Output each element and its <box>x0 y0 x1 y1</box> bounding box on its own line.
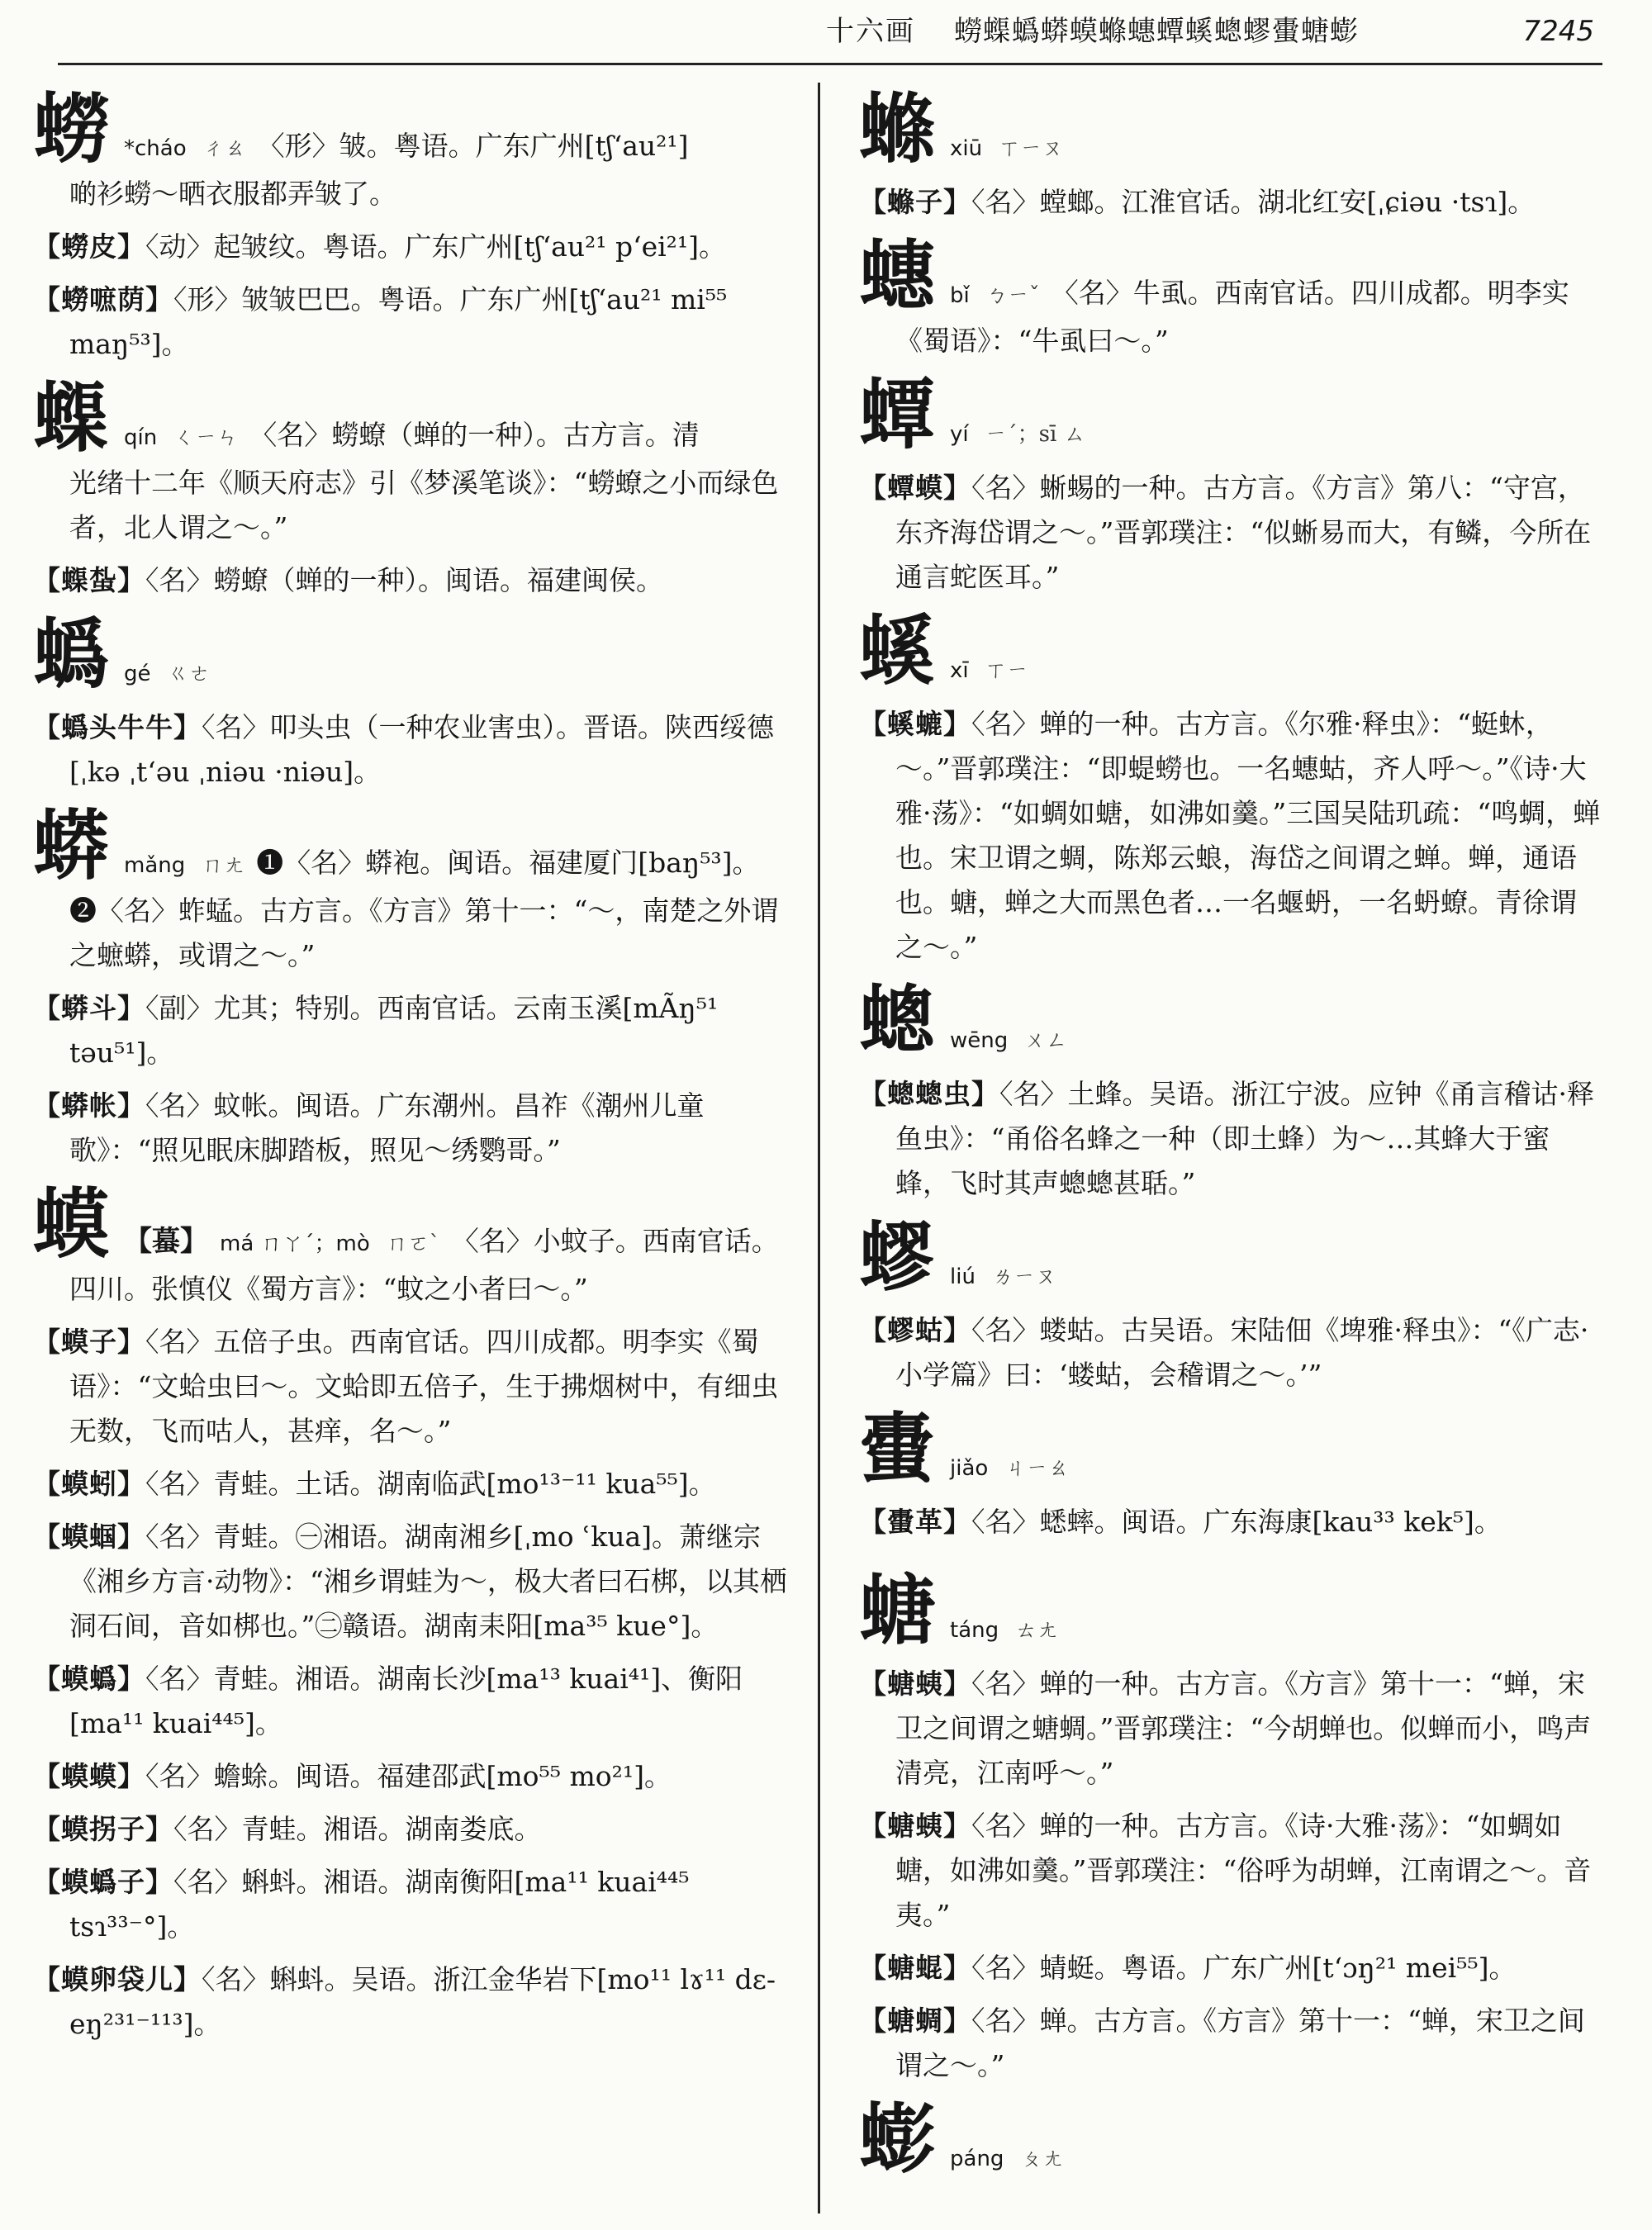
entry-definition: 〈名〉蝌蚪。湘语。湖南衡阳[ma¹¹ kuai⁴⁴⁵ tsɿ³³⁻°]。 <box>69 1866 690 1943</box>
headword-variant: 【蟇】 <box>124 1225 209 1258</box>
headword-char: 螇 <box>859 606 936 695</box>
entry-term: 【蟉蛄】 <box>859 1314 971 1346</box>
entry-definition: 〈名〉蟋蟀。闽语。广东海康[kau³³ kek⁵]。 <box>971 1506 1502 1538</box>
entry-term: 【蟆拐子】 <box>33 1813 173 1845</box>
entry-term: 【蟗革】 <box>859 1506 971 1538</box>
headword-definition-cont: ❷〈名〉蚱蜢。古方言。《方言》第十一：“～，南楚之外谓之蟅蟒，或谓之～。” <box>69 894 779 971</box>
entry-definition: 〈名〉蜻蜓。粤语。广东广州[tʻɔŋ²¹ mei⁵⁵]。 <box>971 1952 1517 1984</box>
headword-pinyin: jiǎo <box>950 1456 989 1481</box>
dict-entry <box>859 1072 1602 1206</box>
headword-definition: 〈名〉蟧蟟（蝉的一种）。古方言。清 <box>249 419 700 451</box>
dict-entry <box>859 180 1602 225</box>
entry-definition: 〈名〉蝼蛄。古吴语。宋陆佃《埤雅·释虫》：“《广志·小学篇》曰：‘蝼蛄，会稽谓之～。’” <box>895 1314 1589 1391</box>
dict-entry <box>859 1804 1602 1938</box>
dict-entry <box>33 1657 793 1746</box>
dict-entry <box>33 225 793 269</box>
headword-bopomofo: ㄇㄤ <box>202 853 245 878</box>
entry-term: 【蟆蚓】 <box>33 1468 145 1500</box>
headword-pinyin: bǐ <box>950 283 970 308</box>
dict-entry <box>33 1807 793 1852</box>
entry-definition: 〈名〉青蛙。湘语。湖南娄底。 <box>173 1813 542 1845</box>
headword-char: 螩 <box>859 84 936 173</box>
headword-pinyin: páng <box>950 2147 1004 2171</box>
entry-definition: 〈名〉蚊帐。闽语。广东潮州。昌祚《潮州儿童歌》：“照见眠床脚踏板，照见～绣鹦哥。” <box>69 1089 705 1166</box>
entry-term: 【蟆卵袋儿】 <box>33 1963 202 1995</box>
headword-bopomofo: ㄒㄧㄡ <box>999 136 1064 161</box>
entry-definition: 〈名〉蟧蟟（蝉的一种）。闽语。福建闽侯。 <box>145 564 663 596</box>
headword-definition: 〈名〉牛虱。西南官话。四川成都。明李实 <box>1051 277 1569 309</box>
entry-term: 【蟫蟆】 <box>859 472 971 504</box>
headword-pinyin: qín <box>124 425 158 450</box>
headword-block <box>33 1181 793 1267</box>
entry-term: 【蟒帐】 <box>33 1089 145 1122</box>
headword-char: 蟒 <box>33 801 110 890</box>
headword-block <box>859 1214 1602 1300</box>
headword-pinyin: má ㄇㄚˊ；mò <box>220 1231 370 1256</box>
dict-entry <box>859 1500 1602 1544</box>
headword-definition-cont: 四川。张慎仪《蜀方言》：“蚊之小者曰～。” <box>69 1273 588 1305</box>
headword-bopomofo: ㄅㄧˇ <box>985 283 1040 308</box>
dict-entry <box>33 986 793 1075</box>
entry-term: 【螗蜩】 <box>859 2005 971 2037</box>
entry-term: 【螇螰】 <box>859 708 971 740</box>
headword-bopomofo: ㄨㄥ <box>1024 1028 1068 1053</box>
right-column <box>859 83 1602 2190</box>
dict-entry <box>33 705 793 795</box>
entry-definition: 〈名〉叩头虫（一种农业害虫）。晋语。陕西绥德[ˌkə ˌtʻəu ˌniəu ·niəu]。 <box>69 711 774 788</box>
page-number: 7245 <box>1522 15 1594 48</box>
headword-pinyin: *cháo <box>124 136 187 161</box>
entry-term: 【螗蜫】 <box>859 1952 971 1984</box>
entry-term: 【蟆蟡】 <box>33 1663 145 1695</box>
headword-block <box>33 803 793 889</box>
entry-term: 【螗蛦】 <box>859 1668 971 1700</box>
headword-definition: 〈形〉皱。粤语。广东广州[tʃʻau²¹] <box>257 130 689 162</box>
entry-definition: 〈副〉尤其；特别。西南官话。云南玉溪[mÃŋ⁵¹ təu⁵¹]。 <box>69 992 719 1069</box>
headword-bopomofo: ㄑㄧㄣ <box>173 425 239 450</box>
headword-block <box>859 86 1602 172</box>
headword-pinyin: gé <box>124 662 151 686</box>
headword-block <box>33 86 793 172</box>
headword-block <box>859 1568 1602 1654</box>
headword-block <box>33 611 793 697</box>
entry-definition: 〈名〉蝉的一种。古方言。《方言》第十一：“蝉，宋卫之间谓之螗蜩。”晋郭璞注：“今胡蝉也。似蝉而小，鸣声清亮，江南呼～。” <box>895 1668 1592 1789</box>
headword-block <box>859 1406 1602 1492</box>
dict-entry <box>859 466 1602 600</box>
headword-char: 蟆 <box>33 1179 110 1269</box>
headword-block <box>33 375 793 461</box>
headword-definition-cont: 啲衫蟧～晒衣服都弄皱了。 <box>69 178 396 210</box>
entry-definition: 〈名〉青蛙。㊀湘语。湖南湘乡[ˌmo ʿkua]。萧继宗《湘乡方言·动物》：“湘乡谓蛙为～，极大者曰石梆，以其栖洞石间，音如梆也。”㊁赣语。湖南耒阳[ma³⁵ kue°]。 <box>69 1521 787 1642</box>
entry-term: 【蟧嗻荫】 <box>33 283 173 316</box>
entry-term: 【蟆蝈】 <box>33 1521 145 1553</box>
column-divider <box>818 83 820 2213</box>
dict-entry <box>859 702 1602 970</box>
headword-char: 蟉 <box>859 1212 936 1302</box>
header-rule <box>58 63 1602 65</box>
headword-bopomofo: ㄊㄤ <box>1015 1618 1059 1643</box>
dict-entry <box>859 1308 1602 1397</box>
entry-definition: 〈名〉蝉的一种。古方言。《尔雅·释虫》：“蜓蚞，～。”晋郭璞注：“即蝭蟧也。一名蟪蛄，齐人呼～。”《诗·大雅·荡》：“如蜩如螗，如沸如羹。”三国吴陆玑疏：“鸣蜩，蝉也。宋卫谓之蜩，陈郑云蜋，海岱之间谓之蝉。蝉，通语也。螗，蝉之大而黑色者…一名蝘蚒，一名蚒蟟。青徐谓之～。” <box>895 708 1601 963</box>
headword-definition: ❶〈名〉蟒袍。闽语。福建厦门[baŋ⁵³]。 <box>256 847 760 879</box>
headword-char: 蟗 <box>859 1404 936 1493</box>
headword-char: 蟧 <box>33 84 110 173</box>
headword-pinyin: yí <box>950 422 969 447</box>
headword-block <box>859 978 1602 1064</box>
dict-entry <box>33 1754 793 1799</box>
entry-definition: 〈动〉起皱纹。粤语。广东广州[tʃʻau²¹ pʻei²¹]。 <box>145 230 726 263</box>
headword-definition: 〈名〉小蚊子。西南官话。 <box>451 1225 779 1257</box>
headword-char: 蟝 <box>33 373 110 463</box>
headword-pinyin: táng <box>950 1618 999 1643</box>
entry-definition: 〈名〉青蛙。土话。湖南临武[mo¹³⁻¹¹ kua⁵⁵]。 <box>145 1468 716 1500</box>
headword-block <box>859 2096 1602 2182</box>
entry-definition: 〈名〉蝉。古方言。《方言》第十一：“蝉，宋卫之间谓之～。” <box>895 2005 1585 2081</box>
headword-char: 蟪 <box>859 231 936 320</box>
entry-definition: 〈名〉青蛙。湘语。湖南长沙[ma¹³ kuai⁴¹]、衡阳[ma¹¹ kuai⁴⁴⁵]。 <box>69 1663 743 1739</box>
headword-bopomofo: ㄐㄧㄠ <box>1004 1456 1070 1481</box>
headword-char: 蟫 <box>859 370 936 459</box>
headword-block <box>859 233 1602 319</box>
dict-entry <box>33 1084 793 1173</box>
headword-bopomofo: ㄇㄛˋ <box>386 1231 440 1256</box>
entry-term: 【蟒斗】 <box>33 992 145 1024</box>
headword-pinyin: wēng <box>950 1028 1009 1053</box>
headword-pinyin: liú <box>950 1264 976 1289</box>
headword-bopomofo: ㄆㄤ <box>1020 2147 1064 2171</box>
headword-pinyin: xiū <box>950 136 983 161</box>
dict-entry <box>859 1662 1602 1796</box>
headword-definition-cont: 光绪十二年《顺天府志》引《梦溪笔谈》：“蟧蟟之小而绿色者，北人谓之～。” <box>69 467 779 543</box>
entry-term: 【螩子】 <box>859 186 971 218</box>
dict-entry <box>859 1946 1602 1990</box>
entry-definition: 〈名〉蟾蜍。闽语。福建邵武[mo⁵⁵ mo²¹]。 <box>145 1760 672 1792</box>
dict-entry <box>33 278 793 367</box>
headword-char: 蟡 <box>33 610 110 699</box>
left-column <box>33 83 793 2055</box>
headword-bopomofo: ㄧˊ；sī ㄙ <box>985 422 1085 447</box>
entry-term: 【蟆蟆】 <box>33 1760 145 1792</box>
page-headword-range: 蟧蟝蟡蟒蟆螩蟪蟫螇蟌蟉蟗螗蟛 <box>953 15 1359 48</box>
entry-term: 【螗蛦】 <box>859 1810 971 1842</box>
headword-char: 蟌 <box>859 976 936 1065</box>
headword-bopomofo: ㄍㄜ <box>167 662 211 686</box>
entry-definition: 〈名〉五倍子虫。西南官话。四川成都。明李实《蜀语》：“文蛤虫曰～。文蛤即五倍子，生于拂烟树中，有细虫无数，飞而咕人，甚痒，名～。” <box>69 1326 779 1447</box>
dict-entry <box>33 1515 793 1649</box>
headword-bopomofo: ㄔㄠ <box>202 136 246 161</box>
headword-char: 螗 <box>859 1566 936 1655</box>
dict-entry <box>33 1320 793 1454</box>
entry-definition: 〈名〉蜥蜴的一种。古方言。《方言》第八：“守宫，东齐海岱谓之～。”晋郭璞注：“似蜥易而大，有鳞，今所在通言蛇医耳。” <box>895 472 1592 593</box>
entry-definition: 〈名〉螳螂。江淮官话。湖北红安[ˌɕiəu ·tsɿ]。 <box>971 186 1536 218</box>
dict-entry <box>33 1957 793 2047</box>
entry-definition: 〈形〉皱皱巴巴。粤语。广东广州[tʃʻau²¹ mi⁵⁵ maŋ⁵³]。 <box>69 283 728 360</box>
entry-term: 【蟆子】 <box>33 1326 145 1358</box>
entry-definition: 〈名〉蝌蚪。吴语。浙江金华岩下[mo¹¹ lɤ¹¹ dɛ-eŋ²³¹⁻¹¹³]。 <box>69 1963 776 2040</box>
dict-entry <box>33 558 793 603</box>
headword-block <box>859 372 1602 458</box>
dict-entry <box>859 1999 1602 2088</box>
stroke-section-label: 十六画 <box>826 15 915 48</box>
entry-term: 【蟆蟡子】 <box>33 1866 173 1898</box>
headword-block <box>859 608 1602 694</box>
running-header <box>826 7 1594 56</box>
dict-entry <box>33 1462 793 1506</box>
entry-term: 【蟌蟌虫】 <box>859 1078 999 1110</box>
entry-definition: 〈名〉土蜂。吴语。浙江宁波。应钟《甬言稽诂·释鱼虫》：“甬俗名蜂之一种（即土蜂）为～…其蜂大于蜜蜂，飞时其声蟌蟌甚聒。” <box>895 1078 1594 1199</box>
entry-term: 【蟝蚻】 <box>33 564 145 596</box>
headword-bopomofo: ㄒㄧ <box>985 658 1028 683</box>
headword-definition-cont: 《蜀语》：“牛虱曰～。” <box>895 325 1169 357</box>
headword-bopomofo: ㄌㄧㄡ <box>991 1264 1056 1289</box>
entry-term: 【蟡头牛牛】 <box>33 711 202 743</box>
entry-definition: 〈名〉蝉的一种。古方言。《诗·大雅·荡》：“如蜩如螗，如沸如羹。”晋郭璞注：“俗呼为胡蝉，江南谓之～。音夷。” <box>895 1810 1592 1931</box>
headword-pinyin: mǎng <box>124 853 186 878</box>
headword-pinyin: xī <box>950 658 969 683</box>
headword-char: 蟛 <box>859 2095 936 2184</box>
dict-entry <box>33 1860 793 1949</box>
entry-term: 【蟧皮】 <box>33 230 145 263</box>
